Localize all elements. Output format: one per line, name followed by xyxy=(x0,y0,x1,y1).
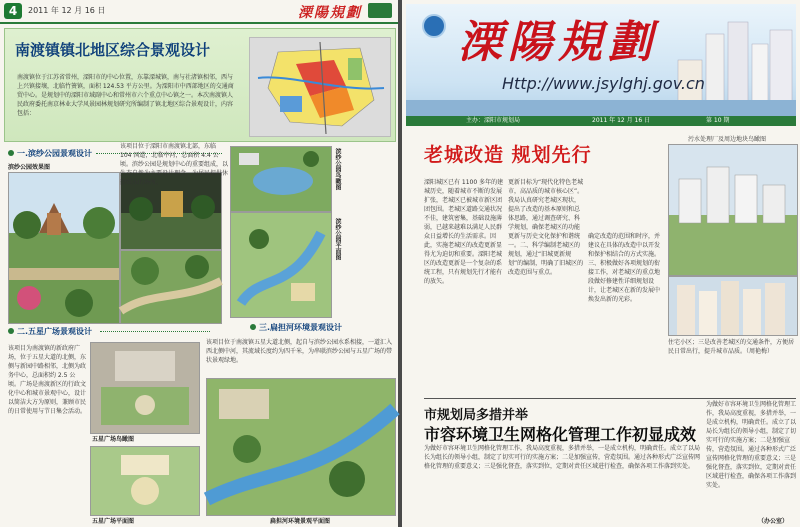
bureau-logo-icon xyxy=(422,14,446,38)
caption-river-plan: 扁担河环境景观平面图 xyxy=(270,518,331,525)
masthead-title: 溧陽規劃 xyxy=(458,17,658,68)
feature-intro: 南渡镇位于江苏省常州，溧阳市的中心位置，东靠溧城镇，南与社渚镇相邻，西与上兴镇接壤，北临竹箦镇，面积 124.53 平方公里。为溧阳市中西部地区的交通商贸中心。是规划中的溧阳市域副中心和常州市六个重点中心镇之一。本次南渡镇人民政府委托南京林业大学风景园林规划研究所编制了镇北地区综合景观设计，内容包括： xyxy=(17,74,234,117)
park-plan-photo xyxy=(230,212,332,318)
issue-number: 第 10 期 xyxy=(706,117,730,124)
section-2-divider xyxy=(100,331,210,332)
caption-park-render: 滨纱公园效果图 xyxy=(8,164,51,171)
park-description: 该项目位于溧阳市南渡镇北部，东临 104 国道，北临中河，总面积 4.4 公顷。滨纱公园是规划中心的重要组成，以生态自然为主要设计理念，为居民提供休憩娱乐的场所。 xyxy=(120,143,229,186)
lead-headline: 老城改造 规划先行 xyxy=(424,144,592,166)
sponsor-text: 主办：溧阳市规划局 xyxy=(466,117,521,124)
site-plan-graphic xyxy=(250,38,390,136)
section-3-heading: 三.扁担河环境景观设计 xyxy=(250,322,342,333)
masthead-banner xyxy=(406,4,796,119)
masthead-info-bar xyxy=(406,116,796,126)
park-birdview-photo xyxy=(230,146,332,212)
article2-kicker: 市规划局多措并举 xyxy=(424,408,529,423)
feature-banner xyxy=(4,28,396,142)
site-plan-map xyxy=(249,37,391,137)
sewage-plant-photo xyxy=(668,144,798,276)
park-render-photo xyxy=(8,172,120,324)
article2-signature: （办公室） xyxy=(758,518,789,525)
left-page xyxy=(0,0,398,527)
square-birdview-photo xyxy=(90,342,200,434)
issue-date: 2011 年 12 月 16 日 xyxy=(28,6,106,15)
masthead-small: 溧陽規劃 xyxy=(298,5,362,21)
photo-caption: 污水处理厂及周边地块鸟瞰图 xyxy=(688,136,767,143)
square-plan-photo xyxy=(90,446,200,516)
feature-title: 南渡镇镇北地区综合景观设计 xyxy=(15,41,211,59)
article2-body: 为做好市容环境卫生网格化管理工作，我局高度重视，多措并举，一是成立机构，明确责任。成立了以局长为组长的领导小组，制定了切实可行的实施方案；二是加强宣传，营造氛围。通过各种形式广泛宣传网格化管理的重要意义；三是强化督查，落实到位，定期对责任区域进行检查，确保各项工作落到实处。 xyxy=(424,445,701,470)
caption-square-plan: 五星广场平面图 xyxy=(92,518,135,525)
lead-article-col1: 溧阳城区已有 1100 多年的建城历史，随着城市不断的发展扩张，老城区已被城市新区团团包围。老城区道路交通状况不佳，建筑密集，基础设施薄弱，已越来越难以满足人民群众日益增长的生活需求。因此，实施老城区的改造更新显得尤为迫切和重要。溧阳老城区的改造更新是一个复杂的系统工程，只有规划先行才能有的放矢。 xyxy=(424,179,504,285)
article2-side-column: 为做好市容环境卫生网格化管理工作，我局高度重视，多措并举，一是成立机构，明确责任。成立了以局长为组长的领导小组，制定了切实可行的实施方案；二是加强宣传，营造氛围。通过各种形式广泛宣传网格化管理的重要意义；三是强化督查，落实到位，定期对责任区域进行检查，确保各项工作落到实处。 xyxy=(706,401,797,489)
right-page xyxy=(402,0,800,527)
masthead-date: 2011 年 12 月 16 日 xyxy=(592,117,651,124)
caption-square-birdview: 五星广场鸟瞰图 xyxy=(92,436,135,443)
left-page-header xyxy=(0,0,398,24)
river-plan-photo xyxy=(206,378,396,516)
residential-photo xyxy=(668,276,798,336)
park-path-photo xyxy=(120,250,222,324)
lead-article-col3: 确定改造的范围和时序，并建议在具体的改造中以开发和保护相结合的方式实施。三、积极做好各项规划的衔接工作，对老城区的重点地段做好修建性详细规划设计，让老城区在新的发展中焕发出新的光彩。 xyxy=(588,233,661,303)
caption-birdview: 滨纱公园鸟瞰图 xyxy=(334,148,341,190)
masthead-seal-icon xyxy=(368,3,392,18)
section-1-heading: 一.滨纱公园景观设计 xyxy=(8,148,92,159)
lead-article-side: 住宅小区；三是改善老城区的交通条件，方便居民日常出行，提升城市品质。（周艳梅） xyxy=(668,339,795,355)
article2-headline: 市容环境卫生网格化管理工作初显成效 xyxy=(424,425,697,444)
lead-article-col2: 更新目标为“现代化特色老城市，高品质的城市核心区”。我局认真研究老城区现状，提出了改造的基本原则和总体思路，通过调查研究、科学规划，确保老城区的功能更新与历史文化保护和谐统一。二、科学编制老城区的规划，通过“旧城更新规划”的编制，明确了旧城区的改造范围与重点。 xyxy=(508,179,584,276)
website-url[interactable]: Http://www.jsylghj.gov.cn xyxy=(502,74,705,93)
section-2-heading: 二.五星广场景观设计 xyxy=(8,326,92,337)
square-description: 该项目为南渡镇的新政府广场，位于五星大道的北侧，东侧与新园中路相邻，北侧为政务中心，总面积约 2.5 公顷。广场是南渡新区的行政文化中心和城市景观中心，设计以简洁大方为原则，兼顾市民的日常使用与节日集会活动。 xyxy=(8,345,87,415)
article-divider xyxy=(424,398,796,399)
page-number: 4 xyxy=(4,3,22,19)
caption-plan: 滨纱公园平面图 xyxy=(334,218,341,260)
river-description: 该项目位于南渡镇五星大道北侧，起自与滨纱公园水系相接，一道汇入西北侧中河，其流域长度约为四千米，为串联滨纱公园与五星广场的带状景观绿地。 xyxy=(206,339,393,364)
